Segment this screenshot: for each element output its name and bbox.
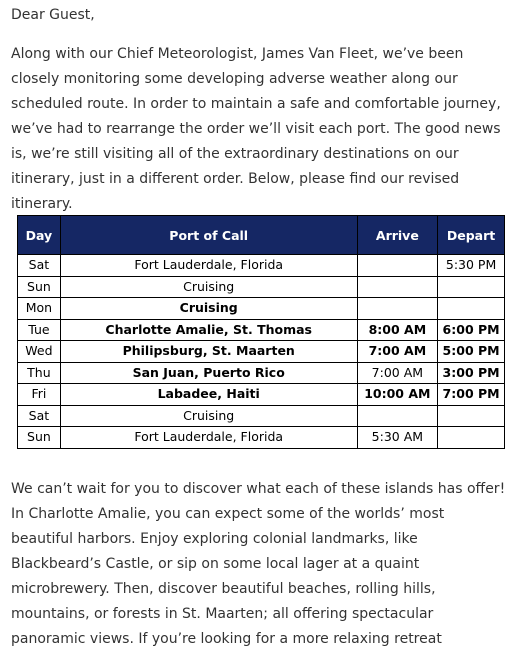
cell-arrive — [357, 405, 438, 427]
cell-port: Fort Lauderdale, Florida — [60, 255, 357, 277]
cell-depart: 5:00 PM — [438, 341, 505, 363]
cell-day: Tue — [18, 319, 61, 341]
itinerary-row — [18, 427, 505, 449]
cell-depart: 6:00 PM — [438, 319, 505, 341]
cell-port: San Juan, Puerto Rico — [60, 362, 357, 384]
cell-port: Cruising — [60, 276, 357, 298]
cell-day: Mon — [18, 298, 61, 320]
itinerary-row — [18, 405, 505, 427]
cell-arrive: 10:00 AM — [357, 384, 438, 406]
header-day: Day — [18, 216, 61, 255]
cell-depart: 3:00 PM — [438, 362, 505, 384]
itinerary-row — [18, 255, 505, 277]
cell-port: Philipsburg, St. Maarten — [60, 341, 357, 363]
cell-port: Fort Lauderdale, Florida — [60, 427, 357, 449]
cell-arrive — [357, 298, 438, 320]
itinerary-header-row — [18, 216, 505, 255]
itinerary-row — [18, 298, 505, 320]
greeting: Dear Guest, — [11, 7, 95, 23]
cell-depart: 7:00 PM — [438, 384, 505, 406]
cell-arrive: 5:30 AM — [357, 427, 438, 449]
cell-depart — [438, 427, 505, 449]
cell-arrive — [357, 276, 438, 298]
itinerary-row — [18, 384, 505, 406]
header-port: Port of Call — [60, 216, 357, 255]
cell-day: Sun — [18, 276, 61, 298]
header-arrive: Arrive — [357, 216, 438, 255]
closing-paragraph: We can’t wait for you to discover what each of these islands has offer! In Charlotte Amalie, you can expect some of the worlds’ most beautiful harbors. Enjoy exploring colonial landmarks, like Blackbeard’s Castle, or sip on some local lager at a quaint microbrewery. Then, discover beautiful beaches, rolling hills, mountains, or forests in St. Maarten; all offering spectacular panoramic views. If you’re looking for a more relaxing retreat — [11, 481, 506, 647]
cell-arrive: 7:00 AM — [357, 362, 438, 384]
cell-depart: 5:30 PM — [438, 255, 505, 277]
itinerary-row — [18, 341, 505, 363]
cell-port: Labadee, Haiti — [60, 384, 357, 406]
itinerary-row — [18, 362, 505, 384]
cell-depart — [438, 298, 505, 320]
letter-body — [11, 0, 507, 217]
cell-port: Cruising — [60, 298, 357, 320]
cell-day: Sat — [18, 405, 61, 427]
cell-day: Thu — [18, 362, 61, 384]
cell-arrive: 8:00 AM — [357, 319, 438, 341]
cell-port: Charlotte Amalie, St. Thomas — [60, 319, 357, 341]
itinerary-row — [18, 319, 505, 341]
cell-depart — [438, 276, 505, 298]
itinerary-table — [17, 215, 505, 449]
cell-day: Wed — [18, 341, 61, 363]
cell-day: Sat — [18, 255, 61, 277]
header-depart: Depart — [438, 216, 505, 255]
intro-paragraph: Along with our Chief Meteorologist, James Van Fleet, we’ve been closely monitoring some developing adverse weather along our scheduled route. In order to maintain a safe and comfortable journey, we’ve had to rearrange the order we’ll visit each port. The good news is, we’re still visiting all of the extraordinary destinations on our itinerary, just in a different order. Below, please find our revised itinerary. — [11, 46, 501, 212]
cell-day: Fri — [18, 384, 61, 406]
itinerary-row — [18, 276, 505, 298]
cell-arrive — [357, 255, 438, 277]
cell-port: Cruising — [60, 405, 357, 427]
cell-depart — [438, 405, 505, 427]
cell-arrive: 7:00 AM — [357, 341, 438, 363]
cell-day: Sun — [18, 427, 61, 449]
